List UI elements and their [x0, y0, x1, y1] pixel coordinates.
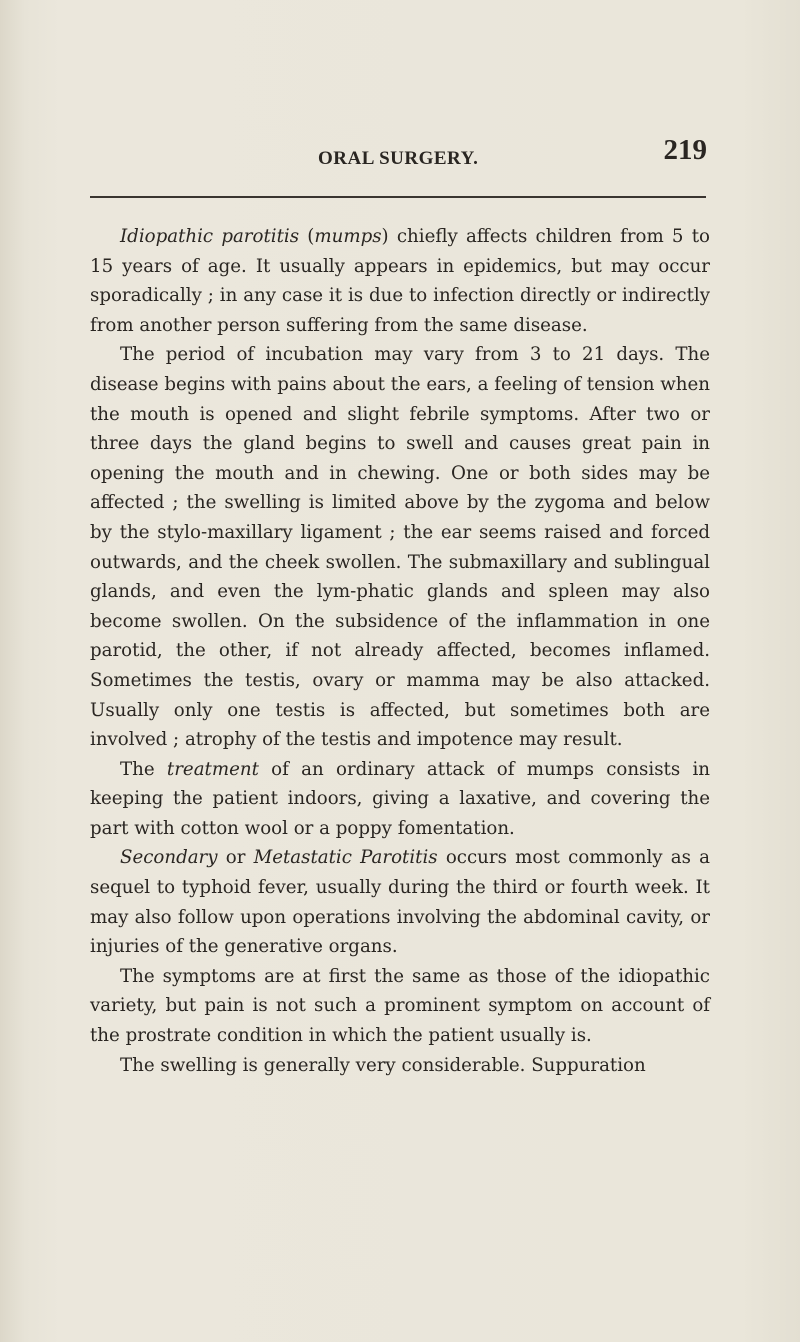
- paragraph: [90, 843, 710, 961]
- paragraph: [90, 755, 710, 844]
- italic-text: Idiopathic parotitis: [120, 226, 300, 247]
- text-run: ) chiefly affects children from 5 to 15 years of age. It usually appears in epidemics, but may occur sporadically ; in any case it is due to infection directly or indirectly from another person suffering from the same disease.: [90, 226, 710, 336]
- page-header: [90, 134, 707, 174]
- text-run: The period of incubation may vary from 3 to 21 days. The disease begins with pains about the ears, a feeling of tension when the mouth is opened and slight febrile symptoms. After two or three days the gland begins to swell and causes great pain in opening the mouth and in chewing. One or both sides may be affected ; the swelling is limited above by the zygoma and below by the stylo-maxillary ligament ; the ear seems raised and forced outwards, and the cheek swollen. The submaxillary and sublingual glands, and even the lym-phatic glands and spleen may also become swollen. On the subsidence of the inflammation in one parotid, the other, if not already affected, becomes inflamed. Sometimes the testis, ovary or mamma may be also attacked. Usually only one testis is affected, but sometimes both are involved ; atrophy of the testis and impotence may result.: [90, 344, 710, 751]
- italic-text: treatment: [166, 758, 259, 780]
- text-run: (: [299, 226, 315, 247]
- paragraph: [90, 340, 710, 754]
- paragraph: [90, 1051, 710, 1081]
- text-run: occurs most commonly as a sequel to typhoid fever, usually during the third or fourth week. It may also follow upon operations involving the abdominal cavity, or injuries of the generative organs.: [90, 847, 710, 958]
- text-run: The swelling is generally very considerable. Suppuration: [120, 1054, 646, 1076]
- running-head: ORAL SURGERY.: [318, 148, 479, 169]
- header-rule: [90, 196, 706, 198]
- paragraph: [90, 222, 710, 340]
- text-run: The: [120, 758, 167, 780]
- page-number: 219: [663, 134, 707, 166]
- paragraph: [90, 962, 710, 1051]
- text-run: of an ordinary attack of mumps consists in keeping the patient indoors, giving a laxative, and covering the part with cotton wool or a poppy fomentation.: [90, 758, 711, 839]
- italic-text: Secondary: [120, 847, 218, 869]
- text-run: The symptoms are at first the same as those of the idiopathic variety, but pain is not such a prominent symptom on account of the prostrate condition in which the patient usually is.: [90, 965, 710, 1047]
- italic-text: Metastatic Parotitis: [253, 847, 438, 869]
- italic-text: mumps: [314, 226, 382, 247]
- text-run: or: [217, 847, 254, 869]
- body-text: [90, 222, 710, 1080]
